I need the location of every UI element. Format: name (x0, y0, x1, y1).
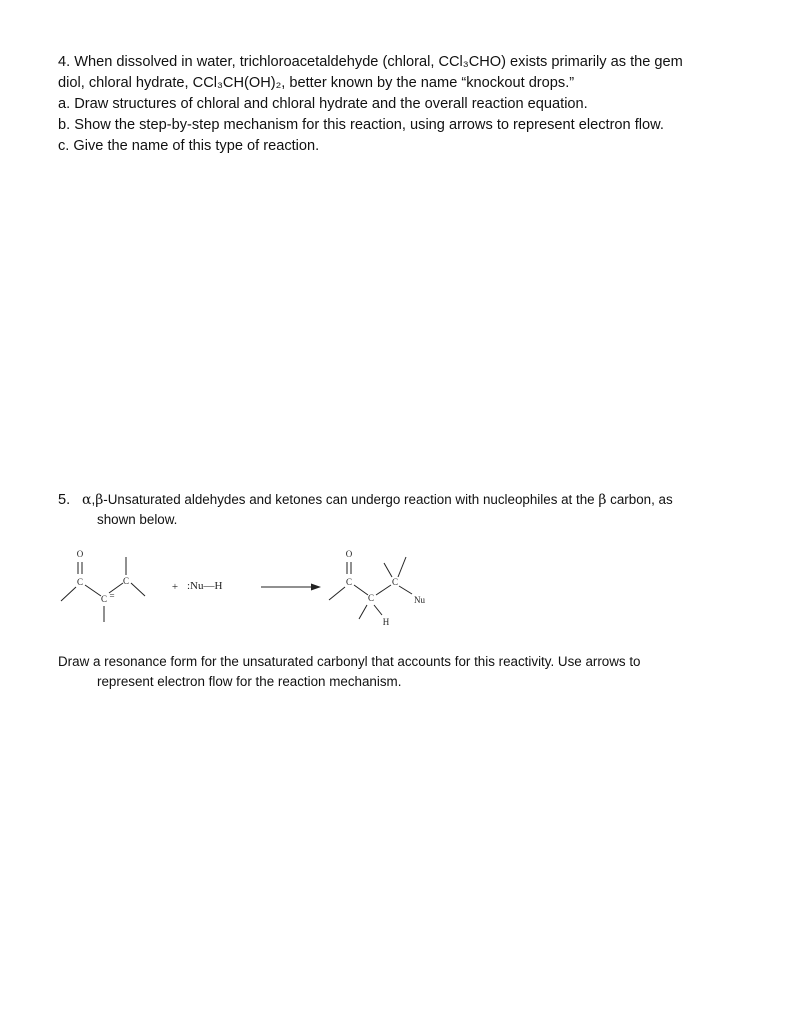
product-alpha-beta-bond (376, 585, 391, 595)
plus-sign: + (171, 581, 179, 593)
comma: , (91, 492, 96, 507)
question-5-instructions (58, 652, 748, 692)
question-5-number: 5. (58, 492, 71, 508)
reactant-alkene-carbon-1: C (100, 594, 108, 604)
question-4-part-a: a. Draw structures of chloral and chloral hydrate and the overall reaction equation. (58, 96, 588, 112)
question-4-part-c: c. Give the name of this type of reaction. (58, 138, 320, 154)
reaction-arrow-head (311, 584, 321, 591)
reactant-alkene-bond (109, 583, 123, 593)
reaction-scheme (56, 543, 446, 635)
product-hydrogen: H (382, 617, 390, 627)
nucleophile-reagent: :Nu—H (187, 580, 223, 592)
question-5-text-a: -Unsaturated aldehydes and ketones can undergo reaction with nucleophiles at the (103, 492, 599, 507)
reactant-alkene-carbon-2: C (122, 576, 130, 586)
product-alpha-h-bond (374, 605, 382, 615)
question-4-line-1: 4. When dissolved in water, trichloroacetaldehyde (chloral, CCl₃CHO) exists primarily as the gem (58, 54, 683, 70)
reaction-arrow (261, 584, 321, 591)
question-4-line-2: diol, chloral hydrate, CCl₃CH(OH)₂, better known by the name “knockout drops.” (58, 75, 575, 91)
product-alpha-carbon: C (367, 593, 375, 603)
reactant-oxygen: O (76, 549, 84, 559)
product-oxygen: O (345, 549, 353, 559)
question-4 (58, 52, 738, 157)
product-methyl-bond (329, 587, 345, 600)
product-beta-nu-bond (399, 586, 412, 594)
instruction-line-2: represent electron flow for the reaction mechanism. (97, 674, 402, 689)
product-beta-substituent-bond-1 (384, 563, 392, 577)
reactant-methyl-bond (61, 587, 76, 601)
reactant-double-bond: = (109, 591, 115, 601)
product-structure (329, 549, 425, 627)
question-5-text-b: carbon, as (606, 492, 673, 507)
product-beta-carbon: C (391, 577, 399, 587)
product-c-c-bond (354, 585, 368, 595)
beta-symbol-2: β (598, 492, 607, 508)
product-alpha-substituent-bond (359, 605, 367, 619)
question-5 (58, 490, 738, 530)
reactant-c-c-bond (85, 585, 101, 596)
reactant-substituent-bond-3 (131, 583, 145, 596)
question-5-line-1 (58, 490, 738, 510)
instruction-line-1: Draw a resonance form for the unsaturated carbonyl that accounts for this reactivity. Use arrows to (58, 654, 641, 669)
question-5-line-2: shown below. (97, 512, 178, 527)
reactant-carbonyl-carbon: C (76, 577, 84, 587)
product-beta-substituent-bond-2 (398, 557, 406, 577)
reaction-scheme-drawing (56, 543, 446, 635)
product-carbonyl-carbon: C (345, 577, 353, 587)
question-4-part-b: b. Show the step-by-step mechanism for this reaction, using arrows to represent electron flow. (58, 117, 664, 133)
alpha-symbol: α (82, 492, 92, 508)
beta-symbol: β (95, 492, 104, 508)
product-nucleophile: Nu (414, 595, 425, 605)
reactant-structure (61, 549, 145, 622)
